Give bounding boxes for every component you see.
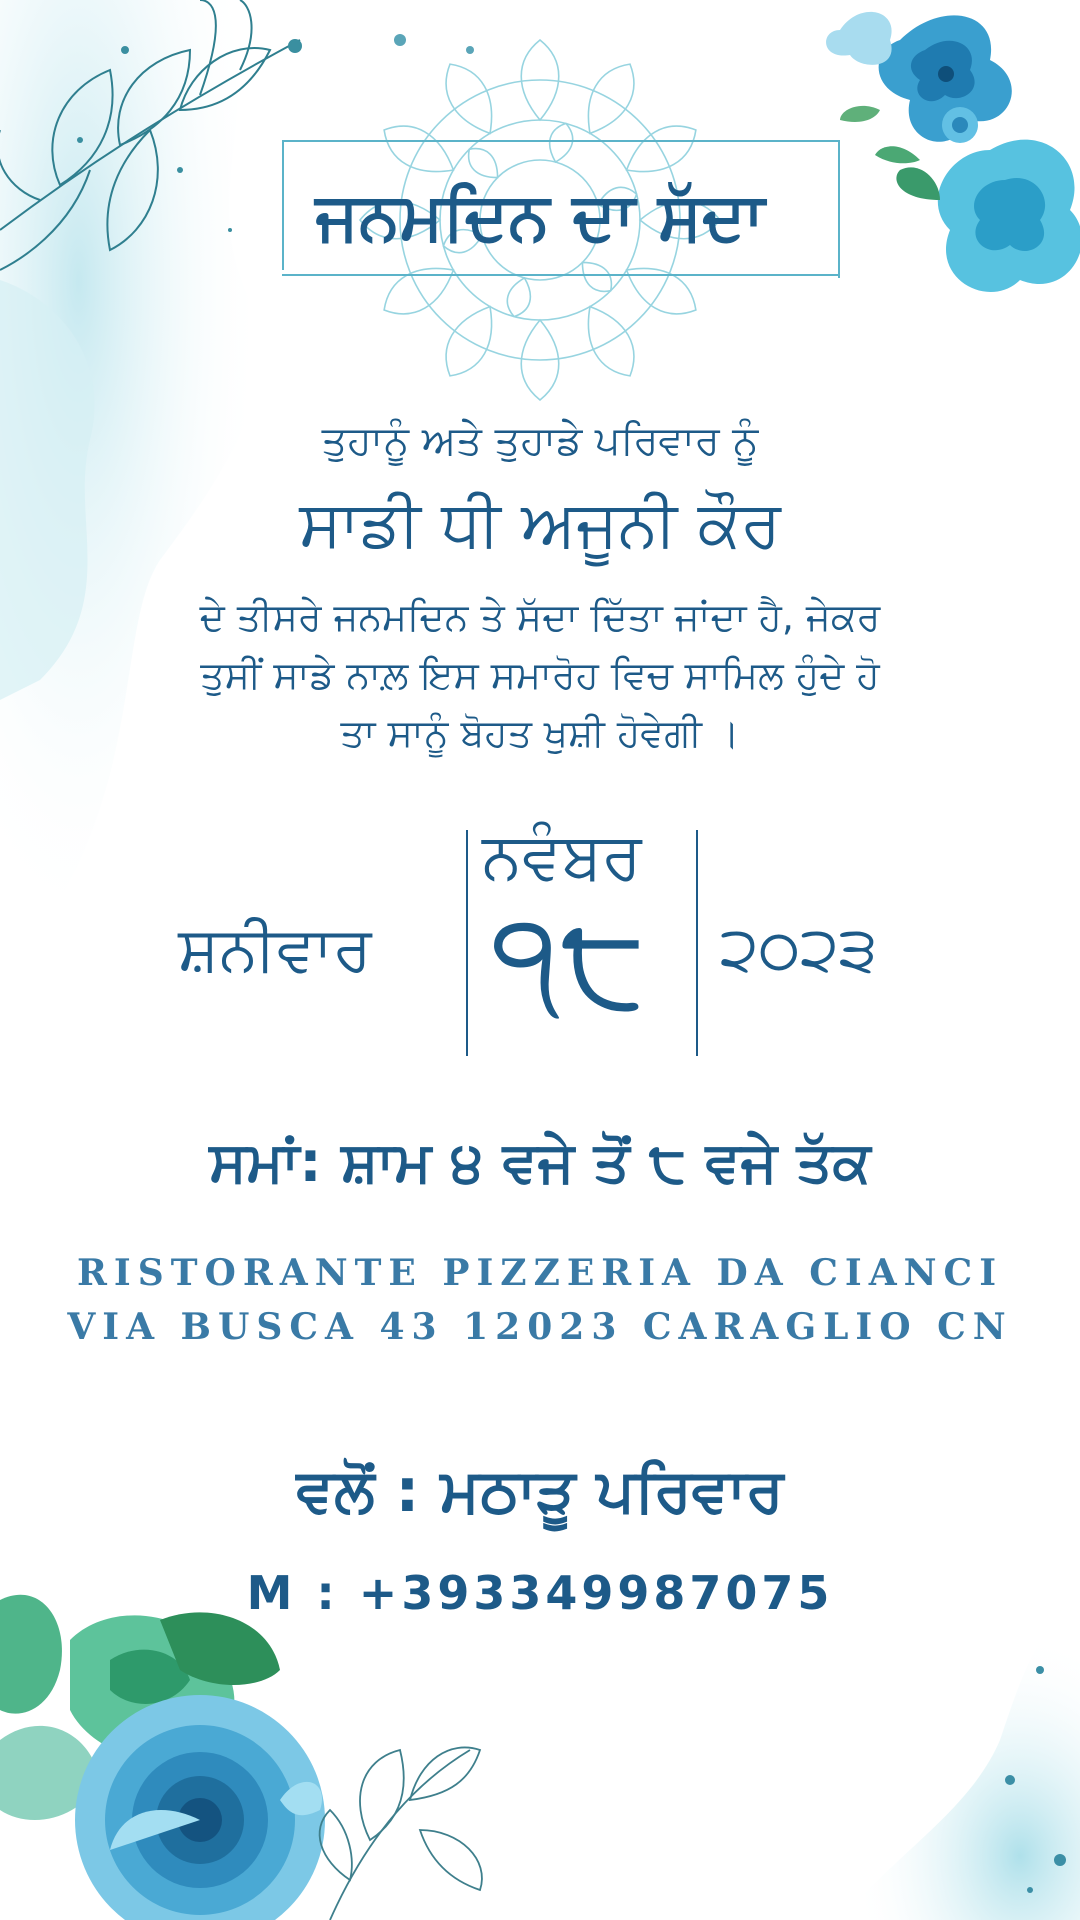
- date-month: ਨਵੰਬਰ: [482, 820, 642, 894]
- invitation-body: [0, 588, 1080, 762]
- body-line: ਦੇ ਤੀਸਰੇ ਜਨਮਦਿਨ ਤੇ ਸੱਦਾ ਦਿੱਤਾ ਜਾਂਦਾ ਹੈ, ਜੇਕਰ: [199, 595, 881, 639]
- date-weekday: ਸ਼ਨੀਵਾਰ: [178, 912, 372, 985]
- invite-line: ਤੁਹਾਨੂੰ ਅਤੇ ਤੁਹਾਡੇ ਪਰਿਵਾਰ ਨੂੰ: [321, 418, 759, 464]
- watercolor-roses-bottom-left: [0, 1580, 560, 1920]
- host-line: ਵਲੋਂ : ਮਠਾੜੂ ਪਰਿਵਾਰ: [296, 1456, 784, 1526]
- date-divider-right: [696, 830, 698, 1056]
- child-name: ਸਾਡੀ ਧੀ ਅਜੂਨੀ ਕੌਰ: [299, 488, 781, 562]
- venue-name: RISTORANTE PIZZERIA DA CIANCI: [76, 1252, 1004, 1294]
- body-line: ਤੁਸੀਂ ਸਾਡੇ ਨਾਲ਼ ਇਸ ਸਮਾਰੋਹ ਵਿਚ ਸਾਮਿਲ ਹੁੰਦੇ ਹੋ: [200, 653, 880, 697]
- phone-number: M : +393349987075: [246, 1566, 834, 1620]
- date-divider-left: [466, 830, 468, 1056]
- line-leaves-top-left: [0, 0, 330, 320]
- body-line: ਤਾ ਸਾਨੂੰ ਬੋਹਤ ਖੁਸ਼ੀ ਹੋਵੇਗੀ ।: [340, 711, 740, 755]
- date-year: ੨੦੨੩: [720, 912, 878, 985]
- watercolor-flowers-top-right: [820, 0, 1080, 310]
- invitation-title: ਜਨਮਦਿਨ ਦਾ ਸੱਦਾ: [315, 178, 765, 255]
- venue-address: VIA BUSCA 43 12023 CARAGLIO CN: [67, 1306, 1013, 1348]
- title-frame-bottom: [282, 274, 838, 276]
- event-time: ਸਮਾਂ: ਸ਼ਾਮ ੪ ਵਜੇ ਤੋਂ ੮ ਵਜੇ ਤੱਕ: [209, 1130, 871, 1195]
- date-day: ੧੮: [490, 884, 647, 1036]
